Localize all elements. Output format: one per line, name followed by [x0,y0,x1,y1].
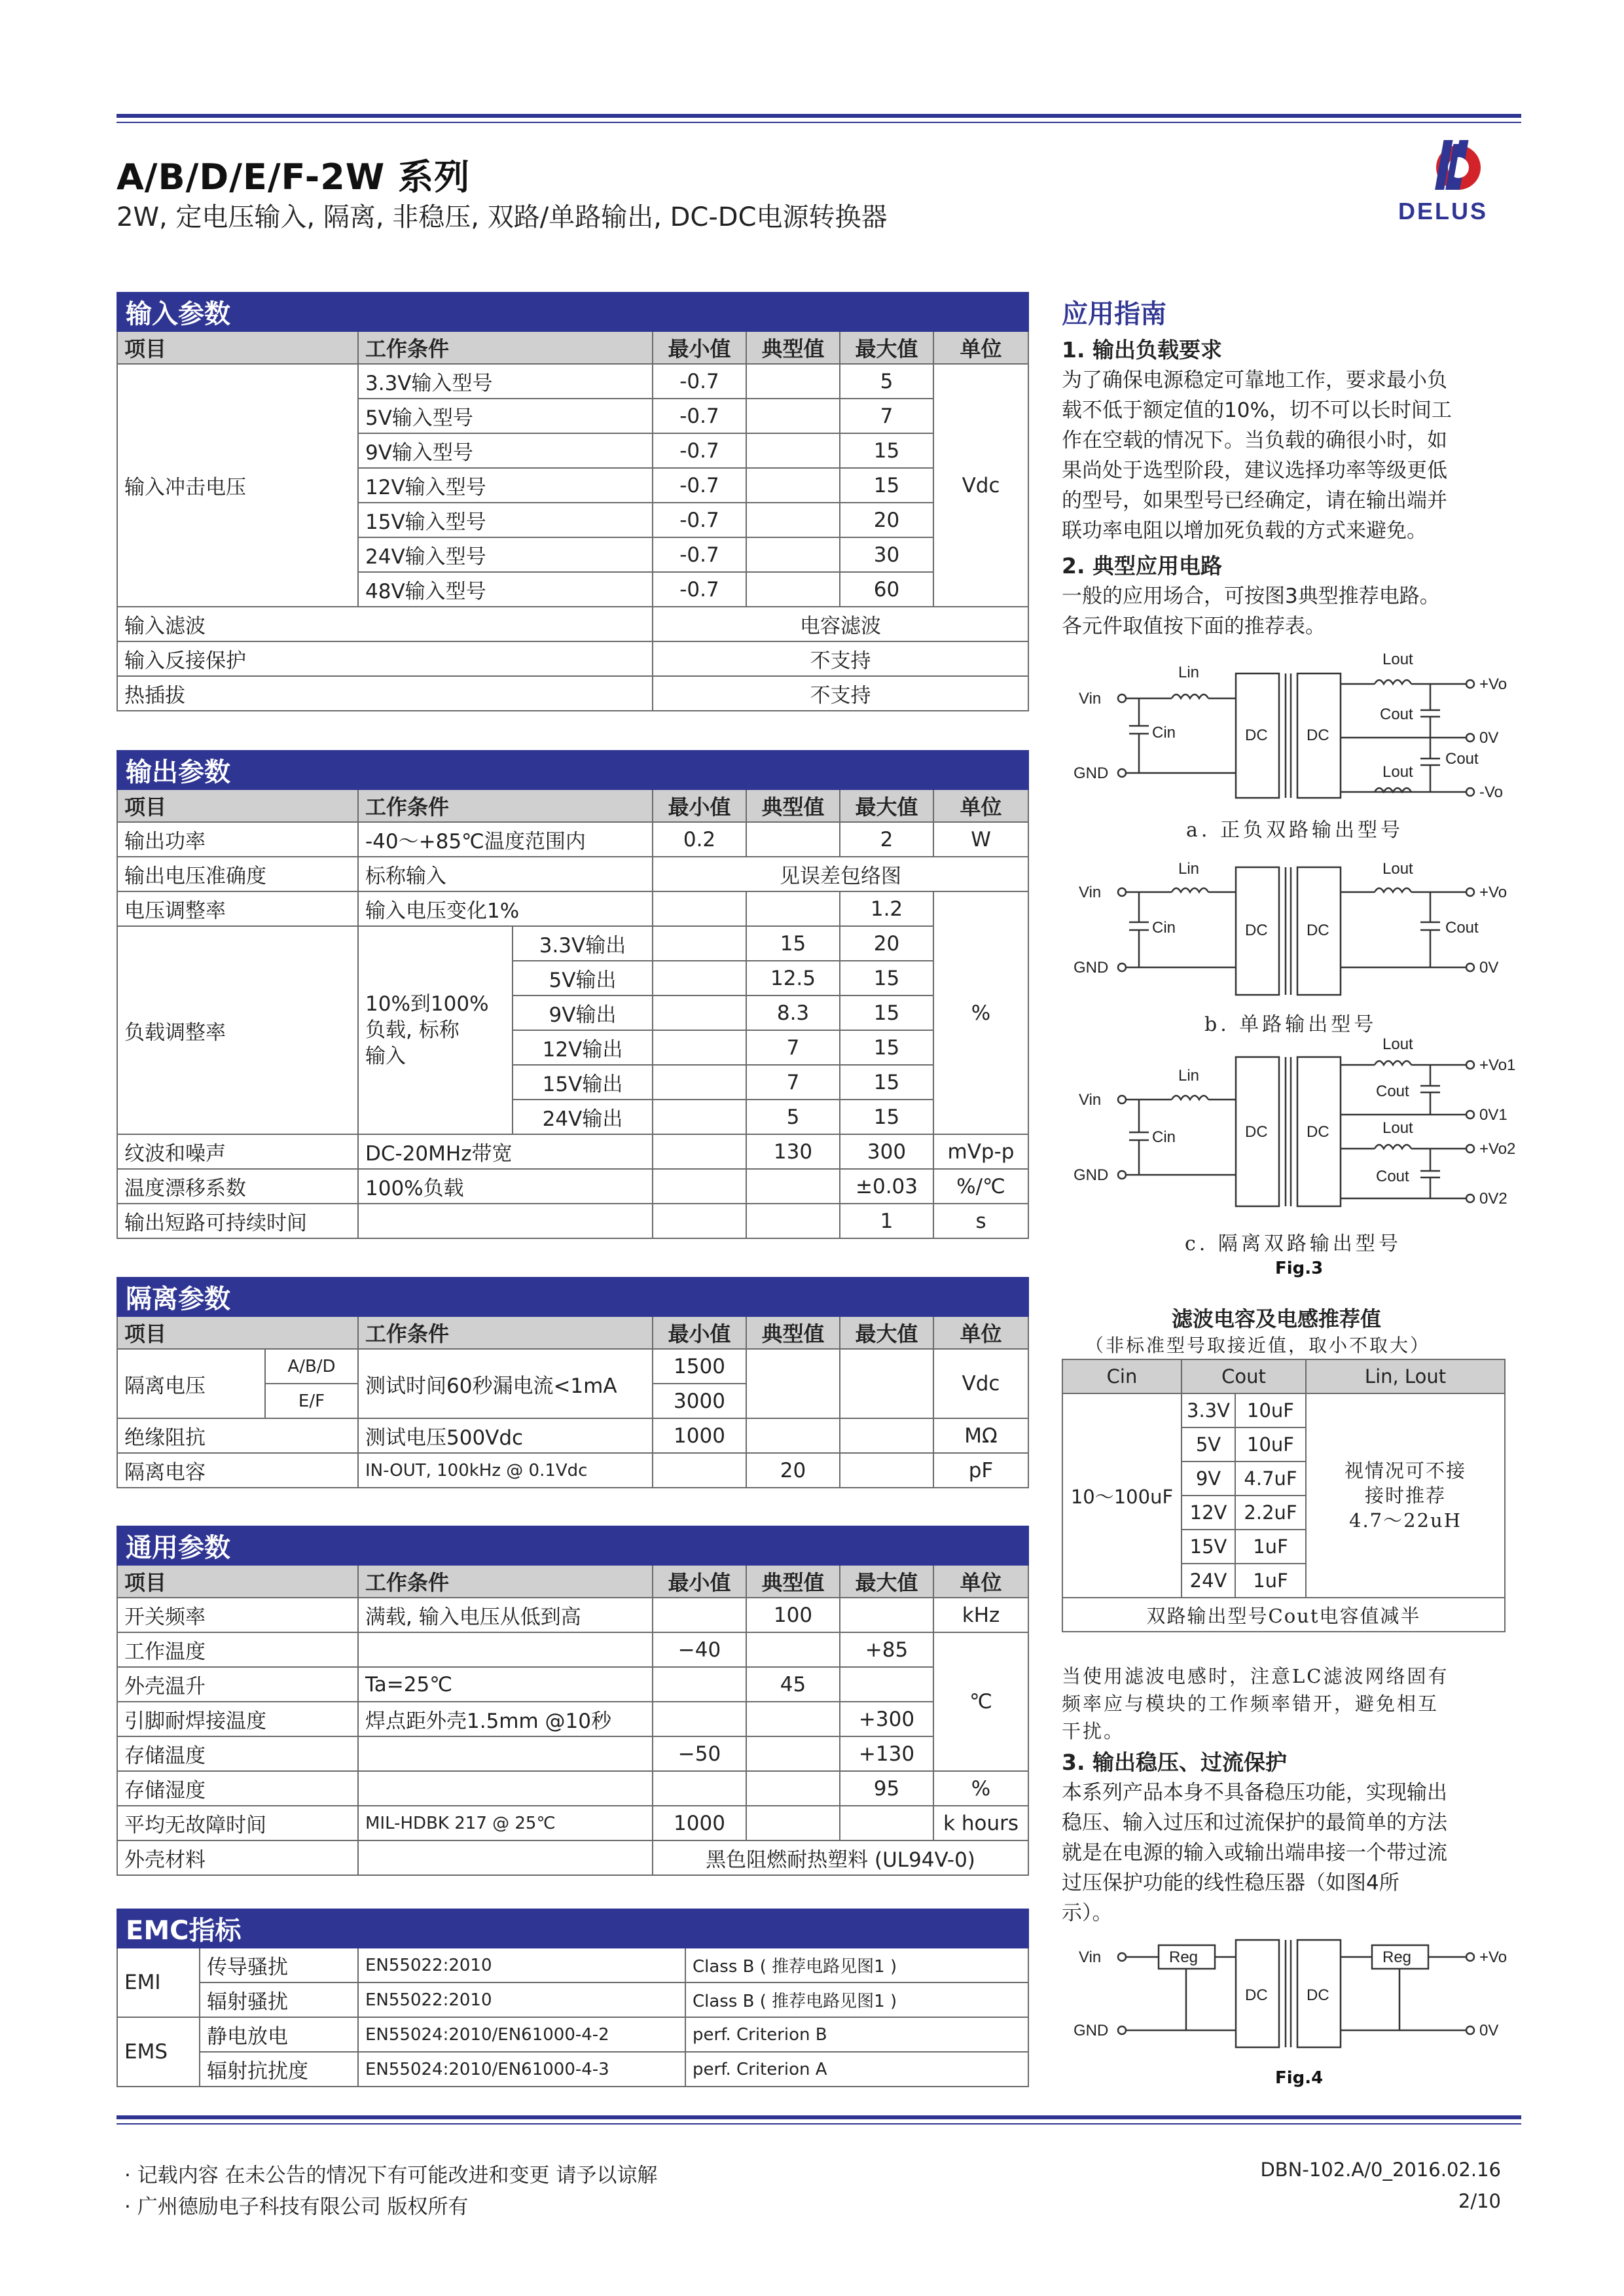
cell-line: 视情况可不接 [1344,1460,1466,1482]
cell: 1uF [1235,1564,1306,1598]
cell: 15 [840,961,933,996]
text-line: 果尚处于选型阶段，建议选择功率等级更低 [1062,459,1447,482]
cell: 静电放电 [200,2017,358,2052]
cell: W [933,822,1028,857]
cell: EN55022:2010 [358,1982,685,2017]
cell-line: 负载, 标称 [365,1018,460,1042]
cell: Ta=25℃ [358,1667,653,1702]
cell: 9V输出 [513,996,653,1030]
cell: 双路输出型号Cout电容值减半 [1062,1598,1505,1632]
cell: 15 [840,468,933,503]
label-dc: DC [1307,726,1329,744]
cell: 满载, 输入电压从低到高 [358,1598,653,1632]
cell: 焊点距外壳1.5mm @10秒 [358,1702,653,1736]
row-label: 热插拔 [117,676,653,711]
cell: k hours [933,1806,1028,1840]
caption-c: c. 隔离双路输出型号 [1185,1232,1401,1255]
label-z2: 0V2 [1479,1190,1507,1208]
cell: MΩ [933,1418,1028,1453]
row-label: 开关频率 [117,1598,358,1632]
cell: 1000 [653,1806,746,1840]
row-label: EMS [117,2017,200,2087]
cell: 1uF [1235,1530,1306,1564]
cell: 7 [746,1030,840,1065]
cell: +85 [840,1632,933,1667]
circuit-fig4-diagram [1074,1937,1532,2055]
col-header: 典型值 [746,1316,840,1349]
label-cin: Cin [1152,919,1176,937]
cell: Vdc [933,1349,1028,1418]
row-label: 负载调整率 [117,926,358,1134]
header-rule-thin [117,122,1521,123]
col-header: 工作条件 [358,331,653,364]
label-lout: Lout [1382,860,1413,878]
row-label: 引脚耐焊接温度 [117,1702,358,1736]
row-label: 温度漂移系数 [117,1169,358,1204]
text-line: 本系列产品本身不具备稳压功能，实现输出 [1062,1781,1447,1804]
label-dc: DC [1245,726,1268,744]
cell-line: 4.7～22uH [1349,1509,1462,1532]
text-line: 干扰。 [1062,1720,1125,1742]
cell: 15 [840,1065,933,1100]
cell: 2 [840,822,933,857]
cell: 20 [746,1453,840,1488]
section-heading: 1. 输出负载要求 [1062,337,1222,363]
cell: 见误差包络图 [653,857,1028,891]
cell: 1.2 [840,891,933,926]
label-lout: Lout [1382,763,1413,781]
cell: 24V输出 [513,1100,653,1134]
text-line: 各元件取值按下面的推荐表。 [1062,615,1326,638]
label-lout: Lout [1382,1037,1413,1053]
cell: 24V [1182,1564,1235,1598]
label-pvo: +Vo [1479,1948,1507,1966]
cell: 电容滤波 [653,607,1028,641]
filter-table-title: 滤波电容及电感推荐值 [1172,1306,1382,1331]
cell: -0.7 [653,399,746,433]
label-pvo: +Vo [1479,675,1507,693]
text-line: 过压保护功能的线性稳压器（如图4所 [1062,1871,1399,1895]
label-zvo: 0V [1479,729,1499,747]
cell: 15V输出 [513,1065,653,1100]
row-label: 隔离电容 [117,1453,358,1488]
row-label: 存储湿度 [117,1771,358,1806]
cell: +300 [840,1702,933,1736]
row-label: 输出短路可持续时间 [117,1204,358,1238]
cell: -0.7 [653,468,746,503]
text-line: 一般的应用场合，可按图3典型推荐电路。 [1062,584,1440,608]
label-zvo: 0V [1479,2022,1499,2039]
col-header: 单位 [933,1565,1028,1598]
cell: 15 [840,1030,933,1065]
section-title: EMC指标 [117,1909,1028,1948]
text-line: 就是在电源的输入或输出端串接一个带过流 [1062,1841,1447,1865]
cell: pF [933,1453,1028,1488]
section-heading: 3. 输出稳压、过流保护 [1062,1749,1287,1775]
circuit-b-diagram [1074,853,1532,1003]
filter-recommend-table [1062,1359,1506,1632]
col-header: Cout [1182,1359,1306,1393]
col-header: 典型值 [746,1565,840,1598]
text-line: 载不低于额定值的10%，切不可以长时间工 [1062,399,1452,422]
cell: 15 [840,996,933,1030]
cell: 130 [746,1134,840,1169]
text-line: 作在空载的情况下。当负载的确很小时，如 [1062,429,1447,452]
isolation-params-table [117,1277,1029,1488]
col-header: 项目 [117,331,358,364]
footer-page-number: 2/10 [1458,2190,1501,2212]
col-header: 最大值 [840,789,933,822]
cell: 4.7uF [1235,1462,1306,1496]
guide-section-1 [1062,335,1520,641]
lc-note [1062,1662,1520,1745]
label-lin: Lin [1178,664,1200,681]
cell: perf. Criterion A [685,2052,1028,2087]
cell: -40～+85℃温度范围内 [358,822,653,857]
section-title: 输出参数 [117,751,1028,789]
output-params-table [117,750,1029,1239]
cell: 15 [840,1100,933,1134]
row-label: 外壳材料 [117,1840,358,1875]
page-subtitle: 2W, 定电压输入, 隔离, 非稳压, 双路/单路输出, DC-DC电源转换器 [117,202,888,232]
cell: 12V [1182,1496,1235,1530]
fig4-label: Fig.4 [1275,2068,1324,2088]
guide-section-3 [1062,1748,1520,1928]
cell: EN55024:2010/EN61000-4-2 [358,2017,685,2052]
text-line: 稳压、输入过压和过流保护的最简单的方法 [1062,1811,1447,1835]
cell: 3.3V输出 [513,926,653,961]
row-label: 输入冲击电压 [117,364,358,607]
cell: 48V输入型号 [358,572,653,607]
label-vin: Vin [1079,1948,1102,1966]
col-header: 最小值 [653,331,746,364]
cell: DC-20MHz带宽 [358,1134,653,1169]
cell: 9V [1182,1462,1235,1496]
cell: 5 [840,364,933,399]
cell: 7 [840,399,933,433]
cell: 辐射骚扰 [200,1982,358,2017]
cell: % [933,1771,1028,1806]
cell: 3.3V [1182,1393,1235,1427]
col-header: 最小值 [653,789,746,822]
label-cout: Cout [1376,1083,1409,1100]
row-label: 输出功率 [117,822,358,857]
label-gnd: GND [1074,2022,1109,2039]
cell: −50 [653,1736,746,1771]
label-dc: DC [1307,1123,1329,1141]
cell: 5V [1182,1427,1235,1462]
cell: Class B ( 推荐电路见图1 ) [685,1982,1028,2017]
text-line: 频率应与模块的工作频率错开，避免相互 [1062,1693,1439,1715]
cell-line: 输入 [365,1045,406,1068]
col-header: 单位 [933,789,1028,822]
cell: 测试时间60秒漏电流<1mA [358,1349,653,1418]
row-label: 存储温度 [117,1736,358,1771]
cell: 不支持 [653,641,1028,676]
cell: 0.2 [653,822,746,857]
col-header: 项目 [117,789,358,822]
col-header: 最大值 [840,1316,933,1349]
cell: 20 [840,503,933,537]
cell: ℃ [933,1632,1028,1771]
cell: 30 [840,537,933,572]
cell: -0.7 [653,364,746,399]
row-label: 输入反接保护 [117,641,653,676]
header-rule [117,114,1521,118]
cell: 10uF [1235,1427,1306,1462]
circuit-a-diagram [1074,645,1532,802]
row-label: 平均无故障时间 [117,1806,358,1840]
cell: 5V输出 [513,961,653,996]
label-cout: Cout [1445,750,1479,768]
label-z1: 0V1 [1479,1106,1507,1124]
footer-note-2: · 广州德励电子科技有限公司 版权所有 [124,2195,469,2219]
cell: -0.7 [653,537,746,572]
label-vo2: +Vo2 [1479,1140,1516,1158]
cell: 3000 [653,1384,746,1418]
circuit-c-diagram [1074,1037,1532,1214]
col-header: Lin, Lout [1306,1359,1505,1393]
row-label: 输入滤波 [117,607,653,641]
cell: 24V输入型号 [358,537,653,572]
text-line: 为了确保电源稳定可靠地工作，要求最小负 [1062,368,1447,392]
label-dc: DC [1245,1986,1268,2004]
footer-doc-number: DBN-102.A/0_2016.02.16 [1260,2159,1501,2181]
cell: 15V输入型号 [358,503,653,537]
cell: Vdc [933,364,1028,607]
cell: 100 [746,1598,840,1632]
label-dc: DC [1307,922,1329,939]
cell: 12V输出 [513,1030,653,1065]
cell: A/B/D [265,1349,358,1384]
col-header: 单位 [933,1316,1028,1349]
row-label: 隔离电压 [117,1349,265,1418]
cell: -0.7 [653,503,746,537]
label-reg: Reg [1382,1948,1412,1966]
row-label: 纹波和噪声 [117,1134,358,1169]
col-header: 最小值 [653,1565,746,1598]
cell: 45 [746,1667,840,1702]
cell: 2.2uF [1235,1496,1306,1530]
row-label: 工作温度 [117,1632,358,1667]
emc-table [117,1909,1029,2087]
label-gnd: GND [1074,959,1109,977]
col-header: 工作条件 [358,789,653,822]
label-dc: DC [1245,1123,1268,1141]
row-label: EMI [117,1948,200,2017]
col-header: 典型值 [746,789,840,822]
logo-text: DELUS [1398,198,1489,224]
label-reg: Reg [1169,1948,1199,1966]
cell: 不支持 [653,676,1028,711]
cell: 黑色阻燃耐热塑料 (UL94V-0) [653,1840,1028,1875]
label-lout: Lout [1382,651,1413,668]
cell: 12.5 [746,961,840,996]
row-label: 电压调整率 [117,891,358,926]
label-gnd: GND [1074,764,1109,782]
cell: 12V输入型号 [358,468,653,503]
cell: 15 [746,926,840,961]
footer-note-1: · 记载内容 在未公告的情况下有可能改进和变更 请予以谅解 [124,2164,658,2187]
cell: 辐射抗扰度 [200,2052,358,2087]
section-title: 隔离参数 [117,1278,1028,1316]
label-vin: Vin [1079,884,1102,901]
col-header: 单位 [933,331,1028,364]
label-cout: Cout [1380,706,1413,723]
label-cout: Cout [1376,1168,1409,1185]
cell: 标称输入 [358,857,653,891]
col-header: 最小值 [653,1316,746,1349]
row-label: 输出电压准确度 [117,857,358,891]
fig3-label: Fig.3 [1275,1259,1324,1278]
label-gnd: GND [1074,1166,1109,1184]
label-lin: Lin [1178,1067,1200,1085]
col-header: 最大值 [840,331,933,364]
label-lin: Lin [1178,860,1200,878]
label-dc: DC [1245,922,1268,939]
cell: 100%负载 [358,1169,653,1204]
label-nvo: -Vo [1479,783,1504,801]
cell: +130 [840,1736,933,1771]
cell: 1000 [653,1418,746,1453]
section-title: 通用参数 [117,1526,1028,1565]
cell: IN-OUT, 100kHz @ 0.1Vdc [358,1453,653,1488]
cell: 5V输入型号 [358,399,653,433]
cell: Class B ( 推荐电路见图1 ) [685,1948,1028,1982]
label-vo1: +Vo1 [1479,1056,1516,1074]
cell: 15V [1182,1530,1235,1564]
text-line: 联功率电阻以增加死负载的方式来避免。 [1062,519,1427,543]
col-header: 典型值 [746,331,840,364]
cell: 15 [840,433,933,468]
row-label: 绝缘阻抗 [117,1418,358,1453]
cell: 8.3 [746,996,840,1030]
filter-table-note: （非标准型号取接近值，取小不取大） [1085,1335,1431,1356]
input-params-table [117,292,1029,711]
cell: 7 [746,1065,840,1100]
footer-rule [117,2115,1521,2119]
cell: 10～100uF [1062,1393,1182,1598]
row-label: 外壳温升 [117,1667,358,1702]
label-lout: Lout [1382,1119,1413,1137]
cell: perf. Criterion B [685,2017,1028,2052]
cell: kHz [933,1598,1028,1632]
page-title: A/B/D/E/F-2W 系列 [117,156,471,198]
cell: s [933,1204,1028,1238]
cell: −40 [653,1632,746,1667]
caption-a: a. 正负双路输出型号 [1186,819,1403,842]
text-line: 当使用滤波电感时，注意LC滤波网络固有 [1062,1665,1449,1687]
section-heading: 2. 典型应用电路 [1062,553,1222,579]
cell-line: 10%到100% [365,992,489,1016]
cell: 1500 [653,1349,746,1384]
cell: 1 [840,1204,933,1238]
label-pvo: +Vo [1479,884,1507,901]
cell: 95 [840,1771,933,1806]
col-header: 最大值 [840,1565,933,1598]
cell: -0.7 [653,572,746,607]
guide-title: 应用指南 [1062,299,1166,329]
col-header: 项目 [117,1316,358,1349]
cell: ±0.03 [840,1169,933,1204]
text-line: 示）。 [1062,1901,1113,1925]
cell: 5 [746,1100,840,1134]
cell: E/F [265,1384,358,1418]
cell: MIL-HDBK 217 @ 25℃ [358,1806,653,1840]
cell: 20 [840,926,933,961]
label-dc: DC [1307,1986,1329,2004]
cell: EN55024:2010/EN61000-4-3 [358,2052,685,2087]
label-cin: Cin [1152,724,1176,742]
label-vin: Vin [1079,690,1102,708]
text-line: 的型号，如果型号已经确定，请在输出端并 [1062,489,1447,512]
label-vin: Vin [1079,1091,1102,1109]
general-params-table [117,1526,1029,1876]
cell: mVp-p [933,1134,1028,1169]
label-zvo: 0V [1479,959,1499,977]
col-header: 工作条件 [358,1565,653,1598]
cell: % [933,891,1028,1134]
section-title: 输入参数 [117,293,1028,331]
footer-rule-thin [117,2123,1521,2125]
cell: %/℃ [933,1169,1028,1204]
cell: 10uF [1235,1393,1306,1427]
caption-b: b. 单路输出型号 [1204,1013,1377,1036]
col-header: 项目 [117,1565,358,1598]
cell: -0.7 [653,433,746,468]
label-cout: Cout [1445,919,1479,937]
col-header: Cin [1062,1359,1182,1393]
cell: 300 [840,1134,933,1169]
cell: 传导骚扰 [200,1948,358,1982]
cell: 输入电压变化1% [358,891,653,926]
cell-line: 接时推荐 [1364,1484,1446,1507]
cell: EN55022:2010 [358,1948,685,1982]
label-cin: Cin [1152,1128,1176,1146]
cell: 9V输入型号 [358,433,653,468]
cell: 测试电压500Vdc [358,1418,653,1453]
cell: 60 [840,572,933,607]
cell: 3.3V输入型号 [358,364,653,399]
col-header: 工作条件 [358,1316,653,1349]
